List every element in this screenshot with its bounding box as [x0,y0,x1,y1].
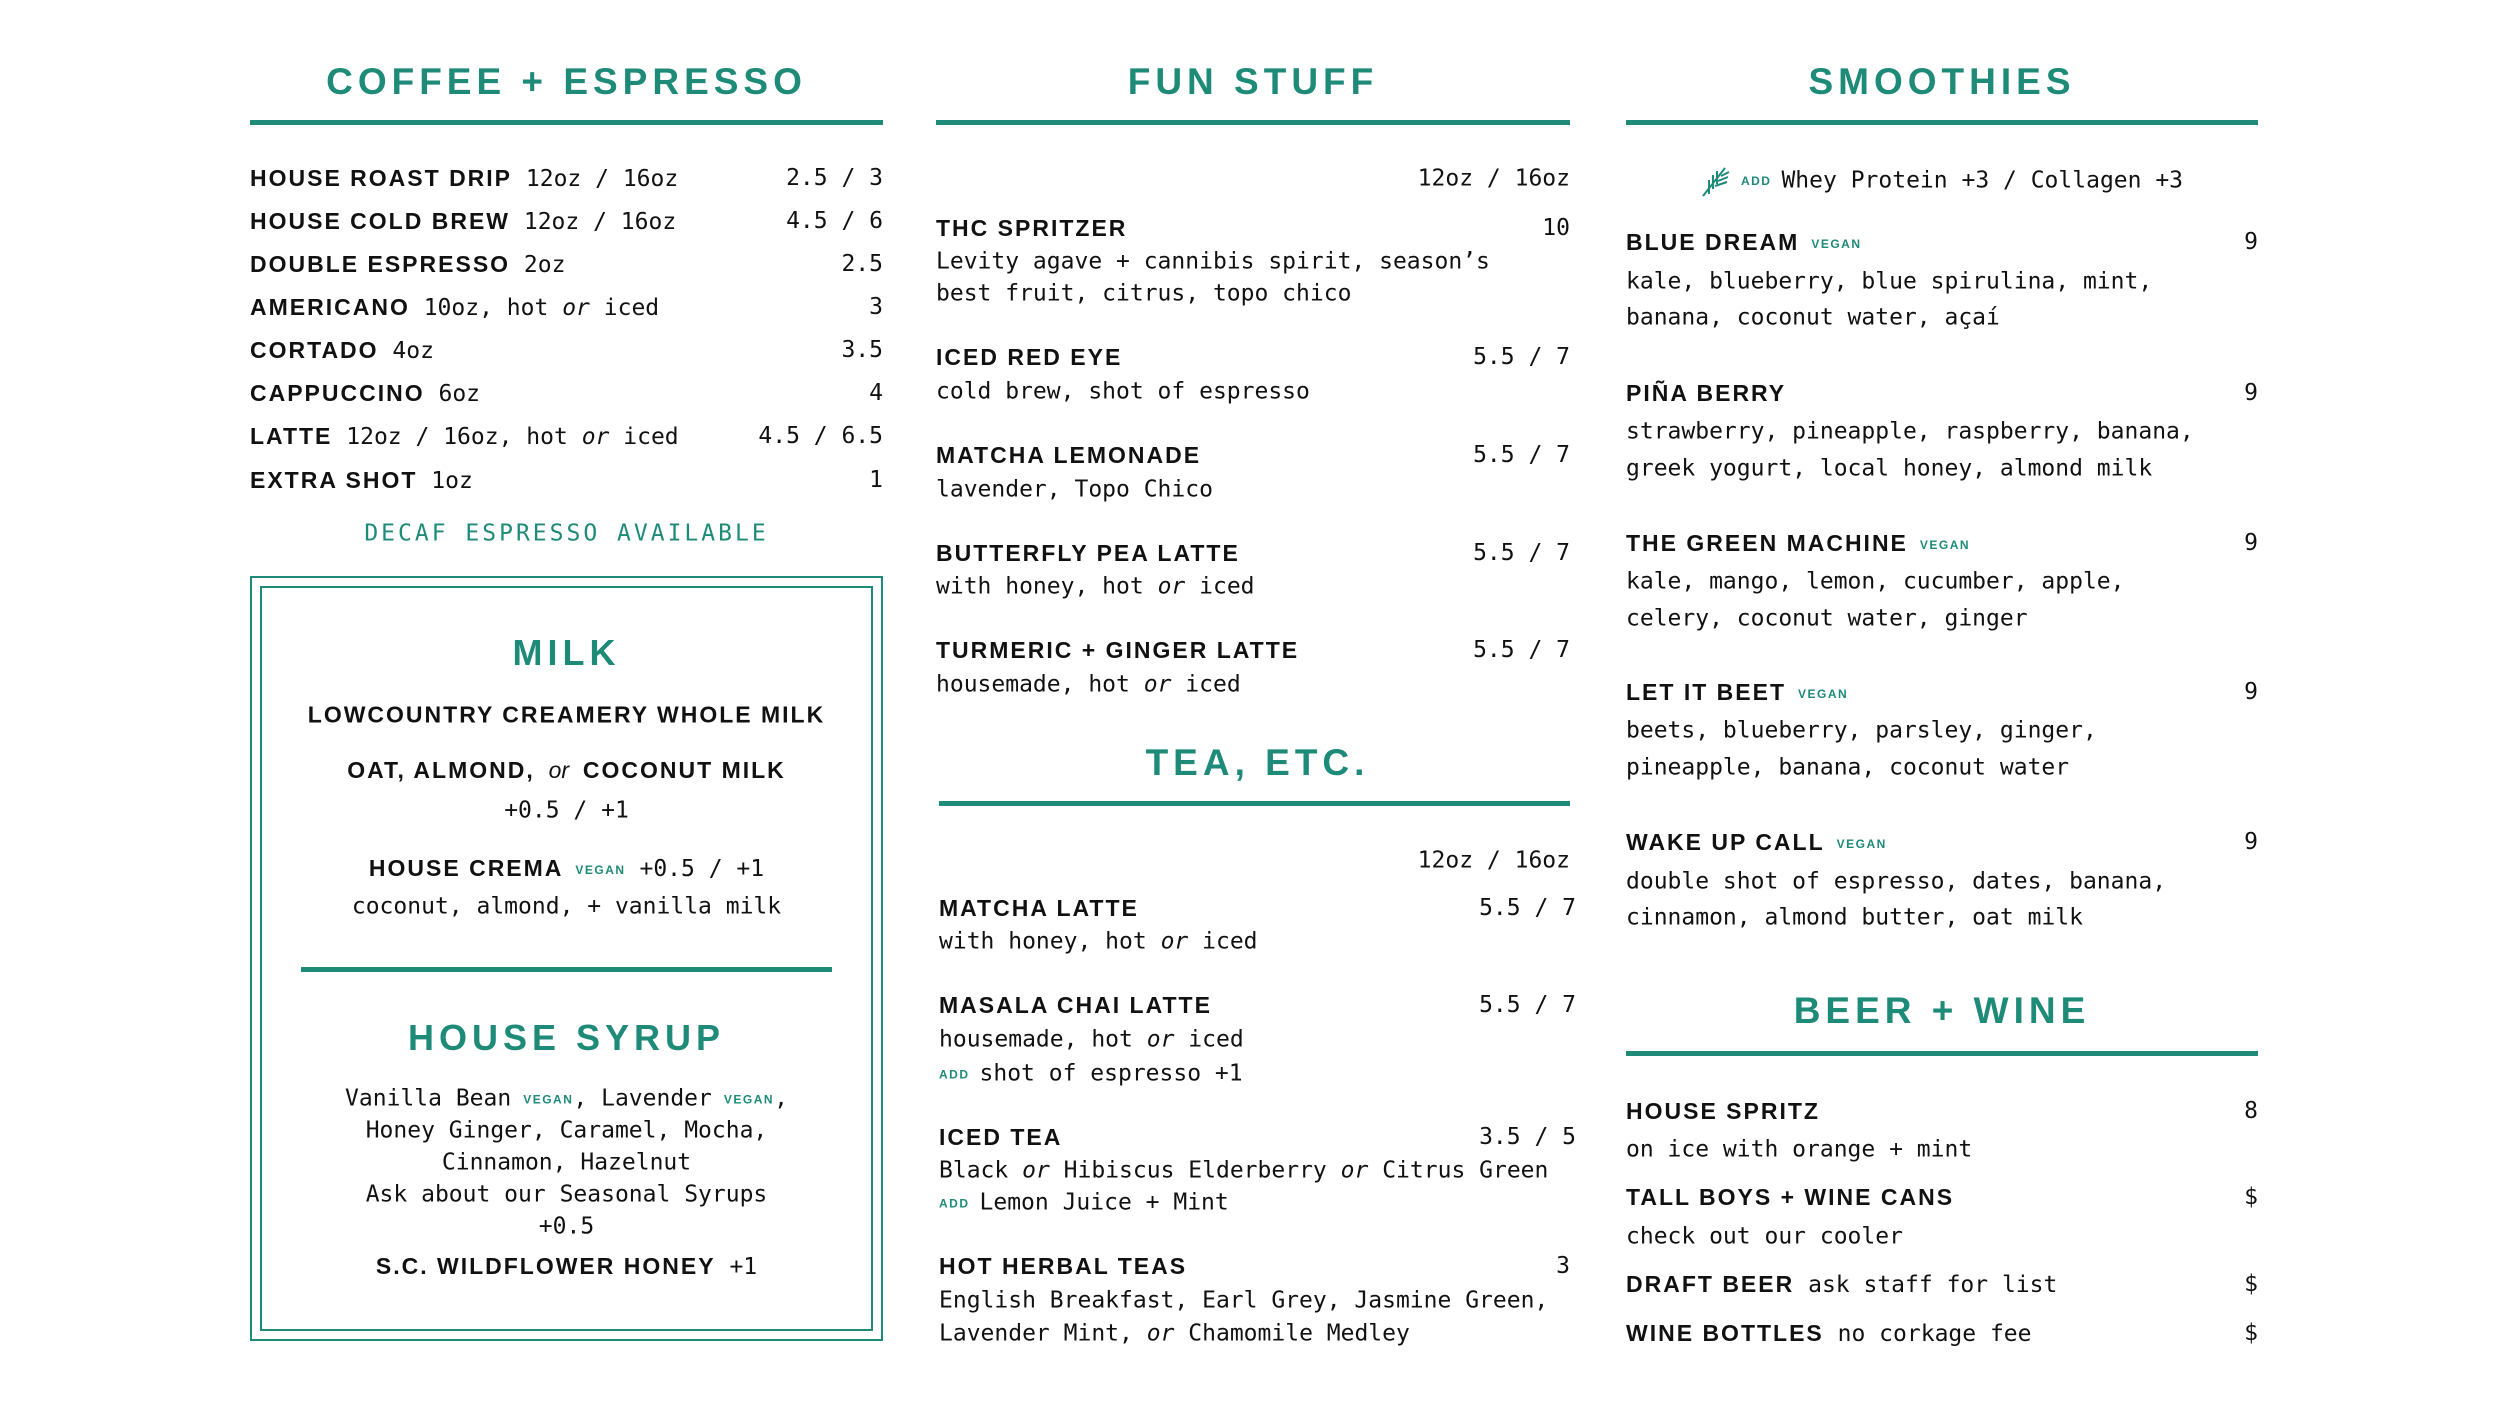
item-size: iced [623,424,679,450]
item-desc [939,1157,1576,1184]
alt-milk-b: COCONUT MILK [582,757,786,783]
item-price: 9 [2244,229,2258,255]
addon-line [1626,164,2258,198]
menu-item [939,897,1576,921]
item-price: 2.5 / 3 [786,165,883,191]
desc-part: Lemon Juice + Mint [979,1189,1229,1216]
syrup-line: Cinnamon, Hazelnut [441,1149,692,1176]
item-price: 5.5 / 7 [1473,637,1570,663]
tea-heading: TEA, ETC. [1145,742,1370,783]
item-price: 3 [869,294,883,320]
vegan-tag: VEGAN [575,862,626,877]
item-name: THC SPRITZER [936,215,1128,241]
desc-part: Citrus Green [1382,1157,1549,1184]
item-price: 5.5 / 7 [1473,344,1570,370]
item-desc [939,928,1576,955]
item-price: 5.5 / 7 [1473,442,1570,468]
smoothies-heading: SMOOTHIES [1808,61,2076,102]
item-desc: lavender, Topo Chico [936,476,1213,503]
item-price: 4.5 / 6.5 [758,423,883,449]
item-name: DOUBLE ESPRESSO [250,251,511,277]
item-desc [939,1320,1576,1347]
item-desc: best fruit, citrus, topo chico [936,280,1352,307]
item-size: 6oz [438,381,481,407]
desc-part: housemade, hot [936,671,1130,698]
desc-part: Black [939,1157,1009,1184]
or-text: or [1146,1320,1175,1347]
desc-part: with honey, hot [939,928,1147,955]
menu-item [1626,1322,2258,1346]
item-name: MATCHA LATTE [939,895,1139,921]
item-name: HOT HERBAL TEAS [939,1253,1188,1279]
desc-part: with honey, hot [936,573,1144,600]
item-size: 4oz [392,338,434,364]
item-desc: cold brew, shot of espresso [936,378,1310,405]
menu-item [1626,532,2258,556]
item-name: TALL BOYS + WINE CANS [1626,1184,1955,1210]
or-text: or [548,757,570,783]
item-desc: celery, coconut water, ginger [1626,605,2028,632]
item-price: 8 [2244,1098,2258,1124]
item-price: $ [2244,1320,2258,1346]
item-price: 9 [2244,530,2258,556]
or-text: or [1022,1157,1050,1184]
syrup-line: Honey Ginger, Caramel, Mocha, [365,1117,768,1144]
honey-price: +1 [729,1254,758,1280]
item-price: $ [2244,1184,2258,1210]
or-text: or [1340,1157,1369,1184]
item-note: ask staff for list [1808,1272,2058,1298]
item-name: ICED RED EYE [936,344,1123,370]
desc-part: iced [1199,573,1255,600]
item-desc: pineapple, banana, coconut water [1626,754,2070,781]
item-name: LATTE [250,423,333,449]
item-name: BUTTERFLY PEA LATTE [936,540,1240,566]
item-price: 2.5 [841,251,883,277]
size-header: 12oz / 16oz [1417,847,1570,874]
item-name: BLUE DREAM [1626,229,1800,255]
item-price: 3.5 / 5 [1479,1124,1576,1150]
syrup-lavender: , Lavender [573,1085,712,1112]
item-desc: kale, blueberry, blue spirulina, mint, [1626,268,2153,295]
item-price: 3.5 [841,337,883,363]
smoothies-column [1626,0,2258,1407]
item-desc: greek yogurt, local honey, almond milk [1626,455,2153,482]
honey [250,1255,883,1279]
alt-milk-price: +0.5 / +1 [504,797,629,824]
item-desc: double shot of espresso, dates, banana, [1626,868,2167,895]
milk-syrup-column [250,0,883,1407]
menu-item [1626,681,2258,705]
item-name: HOUSE COLD BREW [250,208,510,234]
item-desc: Levity agave + cannibis spirit, season’s [936,248,1490,275]
item-desc: kale, mango, lemon, cucumber, apple, [1626,568,2125,595]
desc-part: iced [1202,928,1258,955]
vegan-tag: VEGAN [1919,537,1971,552]
item-price: 10 [1542,215,1570,241]
item-name: PIÑA BERRY [1626,380,1787,406]
add-tag: ADD [1740,174,1772,188]
item-name: CORTADO [250,337,379,363]
or-text: or [1146,1026,1175,1053]
menu-item [1626,831,2258,855]
item-name: HOUSE ROAST DRIP [250,165,513,191]
menu-item [1626,382,2258,406]
divider [1626,1051,2258,1056]
item-name: LET IT BEET [1626,679,1786,705]
addon-text: Whey Protein +3 / Collagen +3 [1781,167,2184,194]
vegan-tag: VEGAN [1811,236,1862,251]
leaf-icon [1701,164,1731,198]
item-desc: English Breakfast, Earl Grey, Jasmine Green, [939,1287,1549,1314]
divider [301,967,832,972]
item-desc: beets, blueberry, parsley, ginger, [1626,717,2097,744]
beer-heading: BEER + WINE [1793,990,2091,1031]
item-desc: strawberry, pineapple, raspberry, banana, [1626,418,2194,445]
item-size: 10oz, hot [423,295,549,321]
item-name: EXTRA SHOT [250,467,418,493]
or-text: or [1157,573,1186,600]
item-size: 12oz / 16oz [525,166,679,192]
add-tag: ADD [939,1196,970,1210]
crema-price: +0.5 / +1 [639,856,765,882]
decaf-note: DECAF ESPRESSO AVAILABLE [364,520,769,547]
item-size: 2oz [523,252,566,278]
item-name: WAKE UP CALL [1626,829,1825,855]
menu-item [939,1255,1570,1279]
alt-milk [250,759,883,783]
desc-part: shot of espresso +1 [979,1060,1243,1087]
desc-part: iced [1185,671,1241,698]
item-addon [939,1060,1576,1087]
item-name: TURMERIC + GINGER LATTE [936,637,1300,663]
item-name: DRAFT BEER [1626,1271,1795,1297]
item-name: MATCHA LEMONADE [936,442,1202,468]
item-desc: on ice with orange + mint [1626,1136,1973,1163]
item-price: 1 [869,467,883,493]
item-price: 5.5 / 7 [1479,992,1576,1018]
whole-milk: LOWCOUNTRY CREAMERY WHOLE MILK [307,701,826,728]
honey-name: S.C. WILDFLOWER HONEY [375,1253,716,1279]
item-name: CAPPUCCINO [250,380,425,406]
item-desc: check out our cooler [1626,1223,1903,1250]
item-price: 4.5 / 6 [786,208,883,234]
menu-item [1626,1186,2258,1210]
item-price: $ [2244,1271,2258,1297]
milk-heading: MILK [512,632,621,673]
syrup-line: Ask about our Seasonal Syrups [365,1181,768,1208]
or-text: or [1143,671,1172,698]
syrup-line [250,1085,883,1112]
fun-heading: FUN STUFF [1127,61,1379,102]
vegan-tag: VEGAN [723,1092,775,1106]
item-note: no corkage fee [1837,1321,2032,1347]
item-size: 12oz / 16oz [523,209,677,235]
menu-item [939,1126,1576,1150]
item-price: 4 [869,380,883,406]
item-size: 1oz [431,468,473,494]
item-desc [939,1026,1576,1053]
menu-item [1626,1100,2258,1124]
size-header: 12oz / 16oz [1417,165,1570,192]
item-price: 9 [2244,829,2258,855]
item-price: 9 [2244,679,2258,705]
desc-part: Chamomile Medley [1188,1320,1410,1347]
item-name: WINE BOTTLES [1626,1320,1824,1346]
crema-desc: coconut, almond, + vanilla milk [351,893,782,920]
item-desc: cinnamon, almond butter, oat milk [1626,904,2083,931]
item-name: AMERICANO [250,294,410,320]
crema-name: HOUSE CREMA [368,855,564,881]
or-text: or [1160,928,1189,955]
or-text: or [581,424,610,450]
alt-milk-a: OAT, ALMOND, [347,757,535,783]
desc-part: iced [1188,1026,1244,1053]
coffee-heading: COFFEE + ESPRESSO [326,61,807,102]
divider [1626,120,2258,125]
or-text: or [562,295,590,321]
vegan-tag: VEGAN [1798,686,1849,701]
vegan-tag: VEGAN [523,1092,574,1106]
item-size: 12oz / 16oz, hot [346,424,568,450]
syrup-vanilla: Vanilla Bean [345,1085,512,1112]
item-desc: banana, coconut water, açaí [1626,304,2000,331]
vegan-tag: VEGAN [1836,836,1887,851]
desc-part: Lavender Mint, [939,1320,1133,1347]
item-name: HOUSE SPRITZ [1626,1098,1820,1124]
item-addon [939,1189,1576,1216]
menu-item [1626,231,2258,255]
item-size: iced [603,295,660,321]
add-tag: ADD [939,1067,970,1081]
menu-item [1626,1273,2258,1297]
tea-column [939,0,1576,1407]
comma: , [774,1085,788,1112]
item-name: THE GREEN MACHINE [1626,530,1908,556]
item-price: 5.5 / 7 [1479,895,1576,921]
item-name: MASALA CHAI LATTE [939,992,1212,1018]
desc-part: housemade, hot [939,1026,1133,1053]
item-price: 3 [1556,1253,1570,1279]
menu-item [939,994,1576,1018]
desc-part: Hibiscus Elderberry [1063,1157,1327,1184]
item-price: 5.5 / 7 [1473,540,1570,566]
syrup-price: +0.5 [538,1213,595,1240]
divider [939,801,1570,806]
syrup-heading: HOUSE SYRUP [407,1017,726,1058]
item-name: ICED TEA [939,1124,1063,1150]
house-crema [250,857,883,881]
item-price: 9 [2244,380,2258,406]
